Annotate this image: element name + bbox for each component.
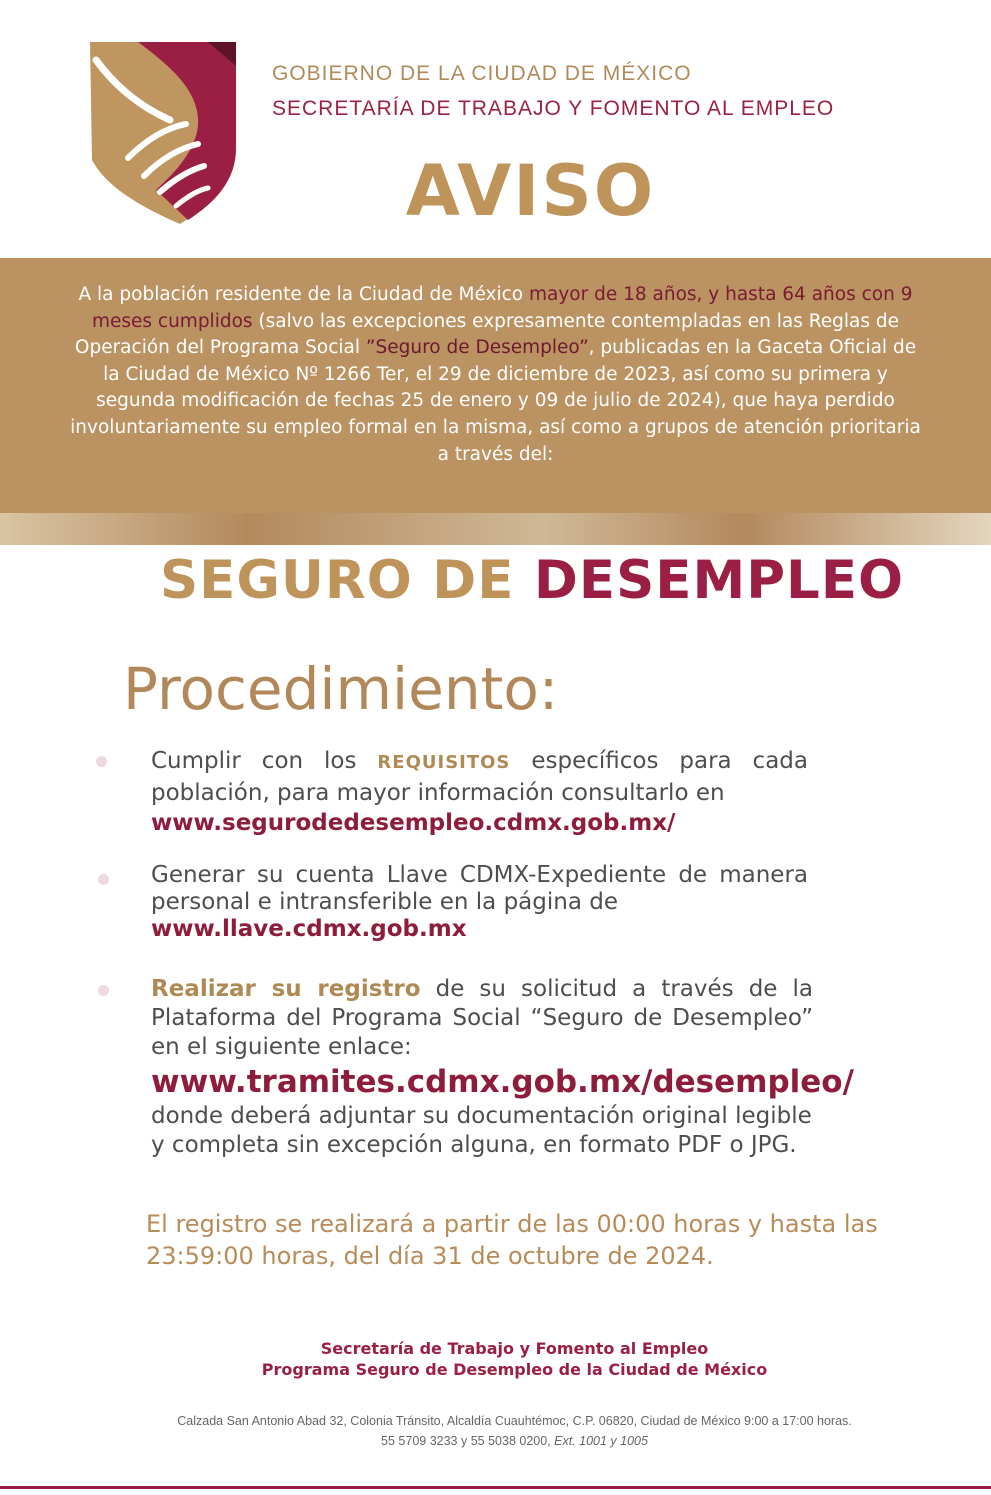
footer-extensions: Ext. 1001 y 1005 [554, 1434, 648, 1448]
footer-phones-line [38, 1431, 991, 1451]
step1-text-pre: Cumplir con los [151, 748, 378, 774]
procedure-step-3 [151, 975, 854, 1160]
program-title [160, 550, 904, 611]
step3-text-after: donde deberá adjuntar su documentación original legible y completa sin excepción alguna, en formato PDF o JPG. [151, 1103, 812, 1158]
footer-phones: 55 5709 3233 y 55 5038 0200, [381, 1434, 555, 1448]
footer-institution [0, 1338, 991, 1380]
notice-text-2: (salvo las excepciones expresamente contempladas en las Reglas de Operación del Programa Social [74, 310, 900, 359]
registration-deadline-note: El registro se realizará a partir de las 00:00 horas y hasta las 23:59:00 horas, del día 31 de octubre de 2024. [146, 1210, 878, 1270]
bullet-dot [96, 756, 107, 767]
bottom-border-line [0, 1486, 991, 1489]
bullet-dot [98, 874, 109, 885]
llave-cdmx-link[interactable]: www.llave.cdmx.gob.mx [151, 916, 467, 942]
footer-contact [0, 1411, 991, 1451]
secretariat-name: SECRETARÍA DE TRABAJO Y FOMENTO AL EMPLEO [272, 97, 835, 120]
program-title-part2: DESEMPLEO [533, 550, 905, 611]
program-title-part1: SEGURO DE [160, 550, 534, 611]
procedure-step-1 [151, 746, 808, 838]
notice-text-1: A la población residente de la Ciudad de México [78, 284, 529, 305]
unemployment-insurance-link[interactable]: www.segurodedesempleo.cdmx.gob.mx/ [151, 810, 676, 836]
decorative-gradient-strip [0, 513, 991, 545]
notice-text-3: , publicadas en la Gaceta Oficial de la Ciudad de México Nº 1266 Ter, el 29 de diciembre de 2023, así como su primera y segunda modificación de fechas 25 de enero y 09 de julio de 2024), que haya perdido involuntariamente su empleo formal en la misma, así como a grupos de atención prioritaria a través del: [70, 337, 921, 465]
step1-text-post: específicos para cada población, para mayor información consultarlo en [151, 748, 808, 806]
register-keyword: Realizar su registro [151, 976, 421, 1002]
procedure-step-2 [151, 862, 808, 943]
age-requirement: mayor de 18 años, y hasta 64 años con 9 meses cumplidos [91, 284, 913, 332]
procedure-heading: Procedimiento: [123, 655, 559, 723]
footer-address: Calzada San Antonio Abad 32, Colonia Tránsito, Alcaldía Cuauhtémoc, C.P. 06820, Ciudad de México 9:00 a 17:00 horas. [177, 1414, 852, 1428]
footer-program: Programa Seguro de Desempleo de la Ciudad de México [261, 1360, 768, 1379]
program-name-inline: ”Seguro de Desempleo” [365, 337, 589, 359]
government-name: GOBIERNO DE LA CIUDAD DE MÉXICO [272, 62, 692, 85]
requirements-keyword: REQUISITOS [377, 752, 511, 773]
notice-title: AVISO [405, 150, 656, 232]
tramites-desempleo-link[interactable]: www.tramites.cdmx.gob.mx/desempleo/ [151, 1064, 854, 1100]
notice-paragraph [70, 282, 921, 468]
bullet-dot [98, 985, 109, 996]
step2-text: Generar su cuenta Llave CDMX-Expediente de manera personal e intransferible en la página de [151, 862, 808, 915]
footer-secretariat: Secretaría de Trabajo y Fomento al Empleo [320, 1339, 709, 1358]
step3-text-post: de su solicitud a través de la Plataforma del Programa Social “Seguro de Desempleo” en el siguiente enlace: [151, 976, 813, 1060]
